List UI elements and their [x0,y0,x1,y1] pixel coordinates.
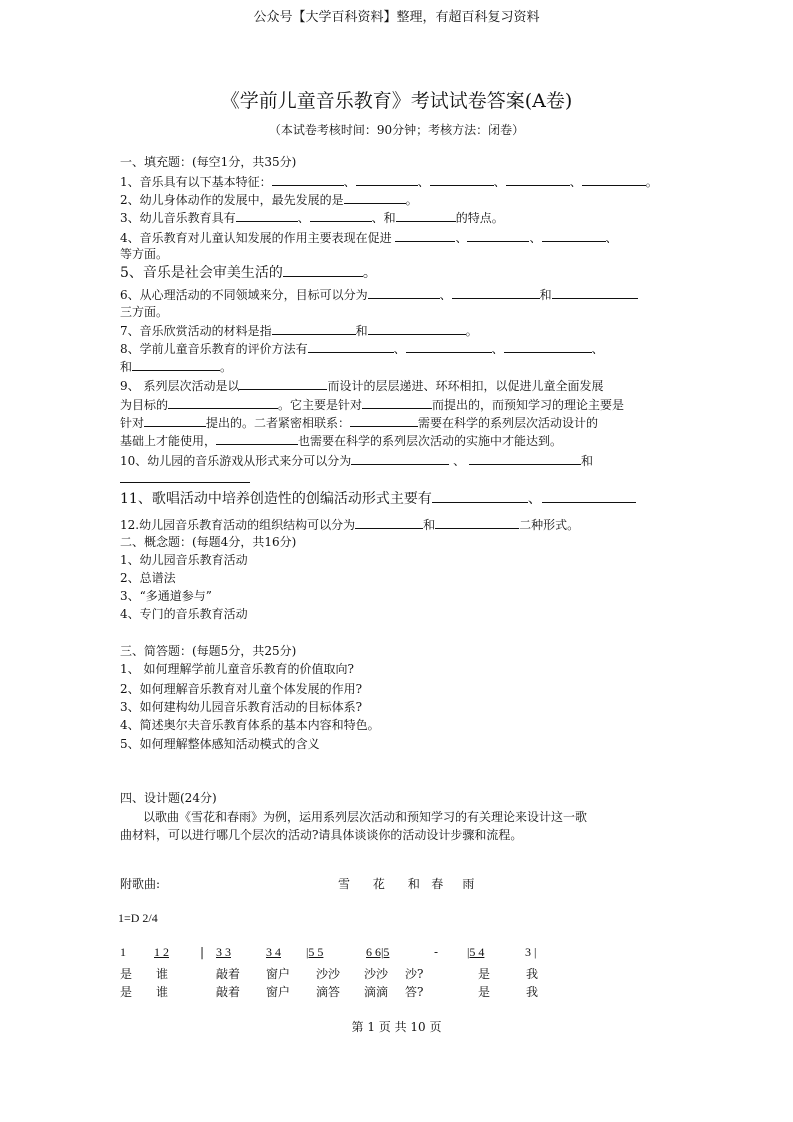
short-answer-item: 3、如何建构幼儿园音乐教育活动的目标体系? [120,700,363,714]
question-5: 5、音乐是社会审美生活的 。 [120,265,377,281]
notation-n4: 3 4 [266,945,281,959]
question-7: 7、音乐欣赏活动的材料是指 和 。 [120,324,478,338]
lyric: 窗户 [266,967,291,981]
question-9-line4: 基础上才能使用， 也需要在科学的系列层次活动的实施中才能达到。 [120,434,563,448]
short-answer-item: 4、简述奥尔夫音乐教育体系的基本内容和特色。 [120,718,380,732]
question-9-line3: 针对 提出的。二者紧密相联系： 需要在科学的系列层次活动设计的 [120,416,599,430]
question-1: 1、音乐具有以下基本特征： 、 、 、 、 。 [120,175,658,189]
notation-n1: 1 [120,945,126,959]
lyric: 是 [120,985,133,999]
question-2: 2、幼儿身体动作的发展中，最先发展的是 。 [120,193,418,207]
section3-heading: 三、简答题：(每题5分，共25分) [120,644,297,658]
lyric: 是 [478,967,491,981]
question-11: 11、歌唱活动中培养创造性的创编活动形式主要有 、 [120,490,636,507]
lyric: 沙沙 [316,967,341,981]
notation-n7: - [434,945,439,959]
question-4: 4、音乐教育对儿童认知发展的作用主要表现在促进 、 、 、 [120,231,618,245]
concept-item: 3、“多通道参与” [120,589,212,603]
exam-subtitle: （本试卷考核时间：90分钟；考核方法：闭卷） [268,123,525,137]
short-answer-item: 5、如何理解整体感知活动模式的含义 [120,737,320,751]
section1-heading: 一、填充题：(每空1分，共35分) [120,155,297,169]
lyric: 是 [120,967,133,981]
question-6: 6、从心理活动的不同领域来分，目标可以分为 、 和 [120,286,638,303]
notation-bar: | [200,945,205,959]
question-9-line1: 9、 系列层次活动是以 而设计的层层递进、环环相扣，以促进儿童全面发展 [120,379,604,393]
song-title: 雪 花 和 春 雨 [338,877,475,891]
question-8: 8、学前儿童音乐教育的评价方法有 、 、 、 [120,342,604,356]
notation-n3: 3 3 [216,945,231,959]
lyric: 沙沙 [364,967,389,981]
lyric: 谁 [156,985,169,999]
notation-n2: 1 2 [154,945,169,959]
lyric: 敲着 [216,967,241,981]
question-8-cont: 和 。 [120,360,233,374]
section4-heading: 四、设计题(24分) [120,791,217,805]
notation-n5: |5 5 [306,945,324,959]
notation-n8: |5 4 [467,945,485,959]
short-answer-item: 1、 如何理解学前儿童音乐教育的价值取向? [120,662,354,676]
lyric: 窗户 [266,985,291,999]
lyric: 敲着 [216,985,241,999]
concept-item: 2、总谱法 [120,571,176,585]
lyric: 滴答 [316,985,341,999]
question-10: 10、幼儿园的音乐游戏从形式来分可以分为 、 和 [120,454,593,468]
lyric: 答? [405,985,424,999]
question-4-cont: 等方面。 [120,247,169,261]
design-question-line1: 以歌曲《雪花和春雨》为例，运用系列层次活动和预知学习的有关理论来设计这一歌 [143,810,588,824]
exam-title: 《学前儿童音乐教育》考试试卷答案(A卷) [220,90,573,112]
page-footer: 第 1 页 共 10 页 [351,1020,442,1034]
short-answer-item: 2、如何理解音乐教育对儿童个体发展的作用? [120,682,363,696]
concept-item: 4、专门的音乐教育活动 [120,607,248,621]
question-10-blank [120,482,250,483]
question-12: 12.幼儿园音乐教育活动的组织结构可以分为 和 二种形式。 [120,518,580,532]
page-header: 公众号【大学百科资料】整理，有超百科复习资料 [253,10,540,25]
lyric: 滴滴 [364,985,389,999]
song-label: 附歌曲: [120,877,161,891]
concept-item: 1、幼儿园音乐教育活动 [120,553,248,567]
lyric: 我 [526,967,539,981]
lyric: 谁 [156,967,169,981]
lyric: 我 [526,985,539,999]
section2-heading: 二、概念题：(每题4分，共16分) [120,535,297,549]
notation-n6: 6 6|5 [366,945,390,959]
lyric: 是 [478,985,491,999]
question-9-line2: 为目标的 。它主要是针对 而提出的，而预知学习的理论主要是 [120,398,625,412]
notation-n9: 3 | [525,945,537,959]
key-signature: 1=D 2/4 [118,911,158,925]
question-3: 3、幼儿音乐教育具有 、 、和 的特点。 [120,211,504,225]
question-6-cont: 三方面。 [120,305,169,319]
lyric: 沙? [405,967,424,981]
design-question-line2: 曲材料，可以进行哪几个层次的活动?请具体谈谈你的活动设计步骤和流程。 [120,828,523,842]
